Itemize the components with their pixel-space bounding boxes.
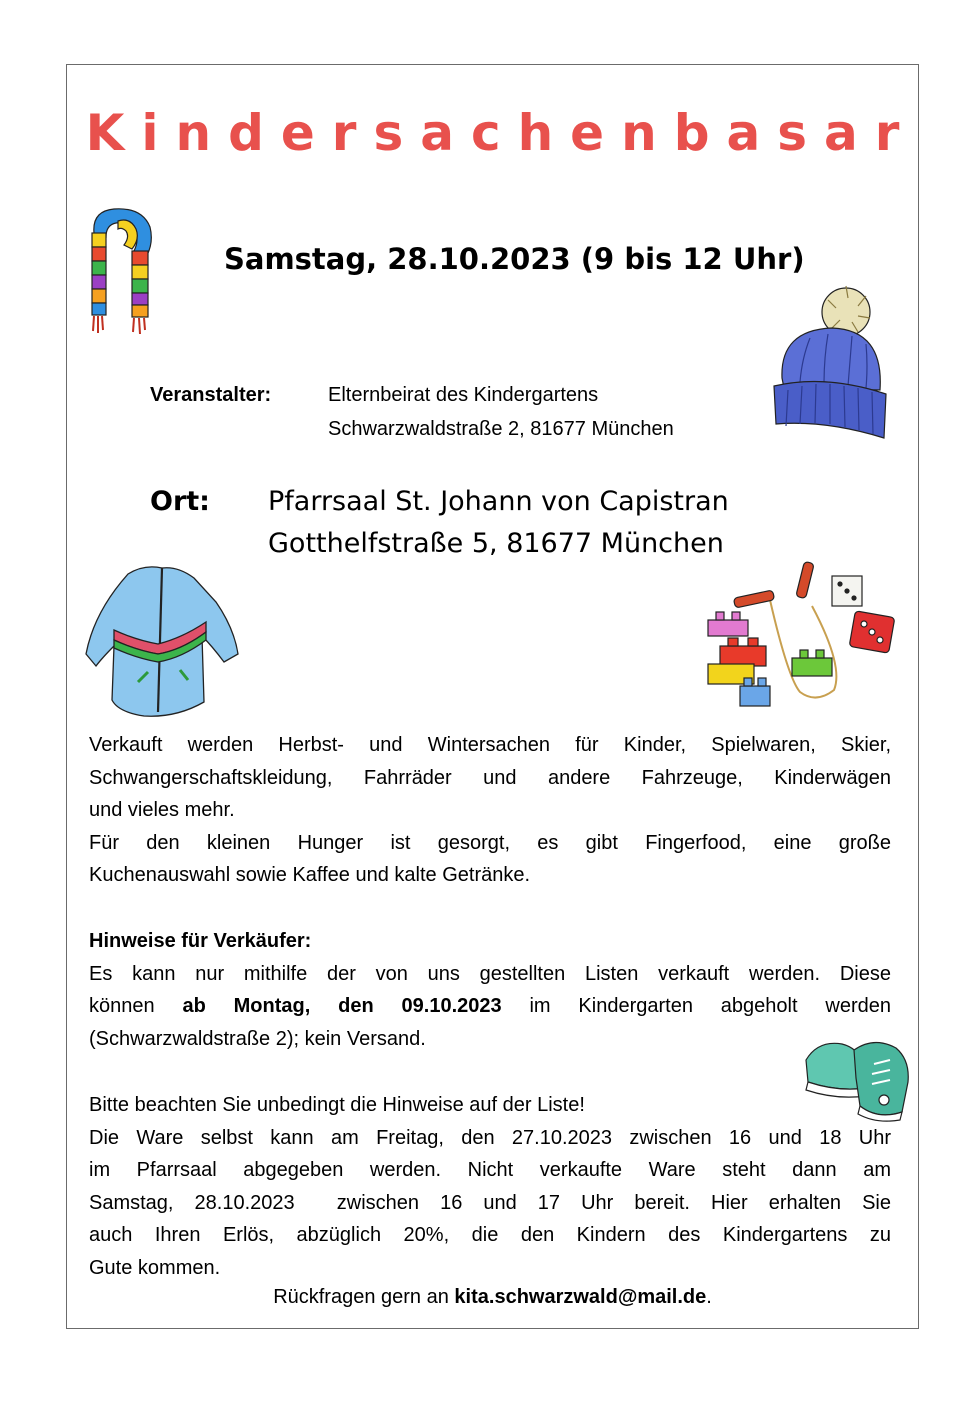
organizer-label: Veranstalter:	[150, 384, 272, 406]
intro-line-3: und vieles mehr.	[89, 799, 235, 822]
location-line-2: Gotthelfstraße 5, 81677 München	[268, 528, 724, 559]
sellers-line-3: (Schwarzwaldstraße 2); kein Versand.	[89, 1027, 426, 1050]
intro-line-2: Schwangerschaftskleidung, Fahrräder und andere Fahrzeuge, Kinderwägen	[89, 766, 891, 789]
beanie-hat-illustration	[766, 278, 894, 448]
notes-line-4: Samstag, 28.10.2023 zwischen 16 und 17 Uhr bereit. Hier erhalten Sie	[89, 1191, 891, 1214]
flyer-title: Kindersachenbasar	[85, 104, 917, 162]
sellers-heading: Hinweise für Verkäufer:	[89, 930, 312, 952]
intro-paragraph	[89, 729, 891, 892]
intro-line-4: Für den kleinen Hunger ist gesorgt, es gibt Fingerfood, eine große	[89, 831, 891, 854]
jacket-illustration	[84, 562, 240, 722]
event-date: Samstag, 28.10.2023 (9 bis 12 Uhr)	[224, 242, 805, 276]
organizer-line-1: Elternbeirat des Kindergartens	[328, 384, 599, 406]
sellers-line-2: können ab Montag, den 09.10.2023 im Kindergarten abgeholt werden	[89, 995, 891, 1018]
sellers-line-1: Es kann nur mithilfe der von uns gestellten Listen verkauft werden. Diese	[89, 962, 891, 985]
notes-line-3: im Pfarrsaal abgegeben werden. Nicht verkaufte Ware steht dann am	[89, 1159, 891, 1182]
notes-line-2: Die Ware selbst kann am Freitag, den 27.10.2023 zwischen 16 und 18 Uhr	[89, 1126, 891, 1149]
sellers-section	[89, 925, 891, 1055]
intro-line-1: Verkauft werden Herbst- und Wintersachen für Kinder, Spielwaren, Skier,	[89, 734, 891, 756]
contact-line: Rückfragen gern an kita.schwarzwald@mail.de.	[273, 1286, 712, 1308]
notes-paragraph	[89, 1089, 891, 1285]
notes-line-6: Gute kommen.	[89, 1256, 221, 1279]
intro-line-5: Kuchenauswahl sowie Kaffee und kalte Getränke.	[89, 864, 531, 887]
contact-email[interactable]: kita.schwarzwald@mail.de	[454, 1286, 707, 1308]
notes-line-1: Bitte beachten Sie unbedingt die Hinweise auf der Liste!	[89, 1094, 585, 1116]
toys-illustration	[704, 558, 904, 712]
notes-line-5: auch Ihren Erlös, abzüglich 20%, die den Kindern des Kindergartens zu	[89, 1224, 891, 1247]
scarf-illustration	[84, 203, 166, 335]
organizer-line-2: Schwarzwaldstraße 2, 81677 München	[328, 418, 674, 440]
location-label: Ort:	[150, 486, 210, 517]
location-line-1: Pfarrsaal St. Johann von Capistran	[268, 486, 729, 517]
